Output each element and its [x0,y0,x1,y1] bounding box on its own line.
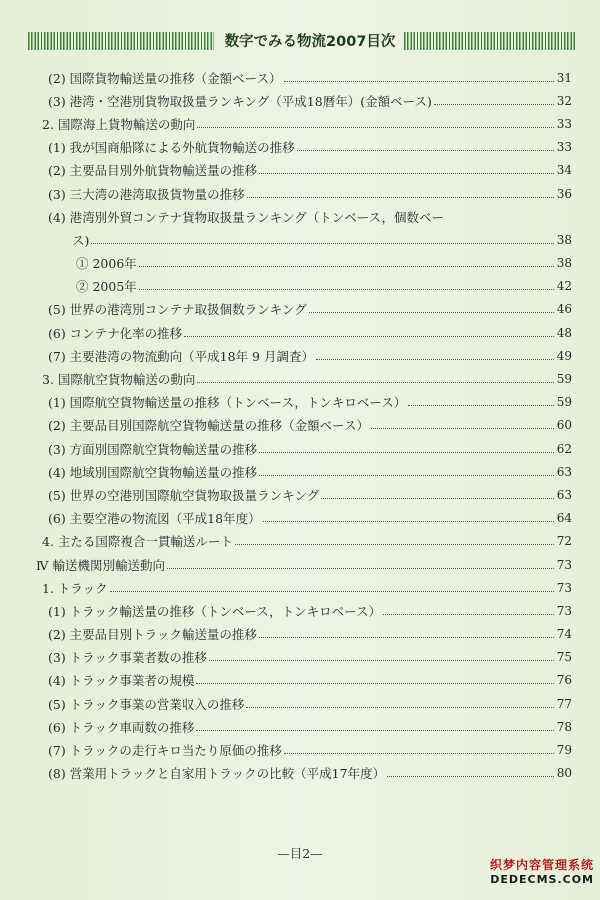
toc-entry [36,599,572,622]
dot-leader [139,288,554,290]
dot-leader [247,196,554,198]
toc-entry [36,553,572,576]
toc-entry [36,112,572,135]
toc-entry [36,252,572,275]
dot-leader [196,682,554,684]
header-stripes-left [28,32,214,50]
dot-leader [259,451,554,453]
toc-entry-label: (5) トラック事業の営業収入の推移 [48,696,245,712]
dot-leader [383,613,554,615]
toc-entry-label: (1) トラック輸送量の推移（トンベース，トンキロベース） [48,603,382,619]
toc-entry [36,692,572,715]
toc-entry-page-number: 77 [556,696,572,711]
toc-entry-label: (1) 我が国商船隊による外航貨物輸送の推移 [48,140,295,156]
toc-entry [36,762,572,785]
toc-entry [36,205,572,228]
toc-entry [36,460,572,483]
toc-entry-page-number: 36 [556,186,572,201]
header-stripes-right [404,32,576,50]
toc-entry [36,275,572,298]
toc-entry-page-number: 42 [556,279,572,294]
toc-entry-label: (7) トラックの走行キロ当たり原価の推移 [48,743,282,759]
toc-entry-page-number: 31 [556,70,572,85]
toc-entry-page-number: 49 [556,348,572,363]
toc-entry-label: (4) 港湾別外貿コンテナ貨物取扱量ランキング（トンベース，個数ベー [48,209,445,225]
toc-entry-page-number: 59 [556,372,572,387]
toc-entry-label: (2) 国際貨物輸送量の推移（金額ベース） [48,70,282,86]
dot-leader [184,335,554,337]
toc-entry [36,159,572,182]
toc-entry-label: (5) 世界の港湾別コンテナ取扱個数ランキング [48,302,307,318]
dot-leader [284,752,554,754]
toc-entry [36,182,572,205]
toc-entry-label: (6) コンテナ化率の推移 [48,325,183,341]
toc-entry [36,66,572,89]
toc-entry-page-number: 38 [556,256,572,271]
toc-entry-label: (4) トラック事業者の規模 [48,673,195,689]
toc-entry-label: ② 2005年 [76,279,137,295]
toc-entry [36,715,572,738]
toc-entry-label: (3) 方面別国際航空貨物輸送量の推移 [48,441,258,457]
dot-leader [246,706,554,708]
dot-leader [321,497,554,499]
toc-entry-page-number: 76 [556,673,572,688]
toc-entry-label: ス) [72,232,90,248]
toc-entry [36,669,572,692]
toc-entry-page-number: 63 [556,487,572,502]
toc-entry-page-number: 79 [556,743,572,758]
dot-leader [167,567,554,569]
dot-leader [259,636,554,638]
toc-entry-label: 1. トラック [42,580,108,596]
toc-entry-page-number: 59 [556,395,572,410]
dot-leader [297,149,554,151]
toc-entry-page-number: 75 [556,650,572,665]
toc-entry [36,437,572,460]
toc-entry-page-number: 73 [556,603,572,618]
toc-entry [36,507,572,530]
toc-entry-label: 2. 国際海上貨物輸送の動向 [42,116,196,132]
dot-leader [139,265,554,267]
toc-entry-label: (3) 三大湾の港湾取扱貨物量の推移 [48,186,245,202]
dot-leader [316,358,554,360]
toc-entry-page-number: 63 [556,464,572,479]
dot-leader [259,474,554,476]
toc-entry-label: ① 2006年 [76,256,137,272]
toc-entry-label: (5) 世界の空港別国際航空貨物取扱量ランキング [48,487,320,503]
toc-entry-page-number: 80 [556,766,572,781]
dot-leader [209,659,554,661]
page-number-footer: —目2— [277,846,323,861]
toc-entry-page-number: 60 [556,418,572,433]
page-title: 数字でみる物流2007目次 [224,34,396,50]
dot-leader [235,543,554,545]
toc-entry [36,367,572,390]
table-of-contents [36,66,572,785]
toc-entry-page-number: 72 [556,534,572,549]
toc-entry-page-number: 46 [556,302,572,317]
toc-entry [36,576,572,599]
toc-entry [36,530,572,553]
dot-leader [371,427,554,429]
toc-entry-page-number: 33 [556,116,572,131]
toc-entry-label: (7) 主要港湾の物流動向（平成18年 9 月調査） [48,348,314,364]
toc-entry-label: (1) 国際航空貨物輸送量の推移（トンベース，トンキロベース） [48,395,407,411]
toc-entry [36,646,572,669]
toc-entry [36,738,572,761]
watermark-line-2: DEDECMS.COM [490,873,594,886]
toc-entry-label: (2) 主要品目別国際航空貨物輸送量の推移（金額ベース） [48,418,370,434]
toc-entry [36,414,572,437]
dot-leader [196,729,554,731]
dot-leader [110,590,554,592]
toc-entry-page-number: 64 [556,511,572,526]
toc-entry-page-number: 33 [556,140,572,155]
dot-leader [259,172,554,174]
toc-entry-page-number: 32 [556,93,572,108]
header-band [28,22,576,62]
toc-entry-page-number: 74 [556,627,572,642]
dot-leader [434,103,554,105]
dot-leader [408,404,554,406]
toc-entry-page-number: 38 [556,232,572,247]
dot-leader [91,242,554,244]
dot-leader [309,311,554,313]
toc-entry-page-number: 78 [556,719,572,734]
toc-entry-label: (3) トラック事業者数の推移 [48,650,207,666]
dot-leader [284,80,554,82]
toc-entry-label: (2) 主要品目別外航貨物輸送量の推移 [48,163,258,179]
toc-entry-page-number: 62 [556,441,572,456]
toc-entry [36,483,572,506]
toc-entry-label: (6) トラック車両数の推移 [48,719,195,735]
toc-entry [36,136,572,159]
toc-entry-label: (4) 地域別国際航空貨物輸送量の推移 [48,464,258,480]
watermark-line-1: 织梦内容管理系统 [489,858,594,872]
toc-entry [36,89,572,112]
toc-entry [36,623,572,646]
toc-entry [36,321,572,344]
dot-leader [387,775,554,777]
toc-entry-label: (3) 港湾・空港別貨物取扱量ランキング（平成18暦年）(金額ベース) [48,93,432,109]
toc-entry [36,344,572,367]
toc-entry [36,391,572,414]
toc-entry-label: 4. 主たる国際複合一貫輸送ルート [42,534,233,550]
toc-entry-page-number: 73 [556,580,572,595]
toc-entry-page-number: 48 [556,325,572,340]
watermark [482,856,594,886]
toc-entry-label: (6) 主要空港の物流図（平成18年度） [48,511,261,527]
toc-entry-label: (2) 主要品目別トラック輸送量の推移 [48,627,257,643]
toc-entry-label: 3. 国際航空貨物輸送の動向 [42,372,196,388]
toc-entry-label: (8) 営業用トラックと自家用トラックの比較（平成17年度） [48,766,386,782]
toc-entry [36,228,572,251]
toc-entry-page-number: 73 [556,557,572,572]
toc-entry-label: Ⅳ 輸送機関別輸送動向 [36,557,165,573]
toc-entry [36,298,572,321]
dot-leader [197,381,554,383]
toc-entry-page-number: 34 [556,163,572,178]
dot-leader [197,126,554,128]
dot-leader [263,520,554,522]
